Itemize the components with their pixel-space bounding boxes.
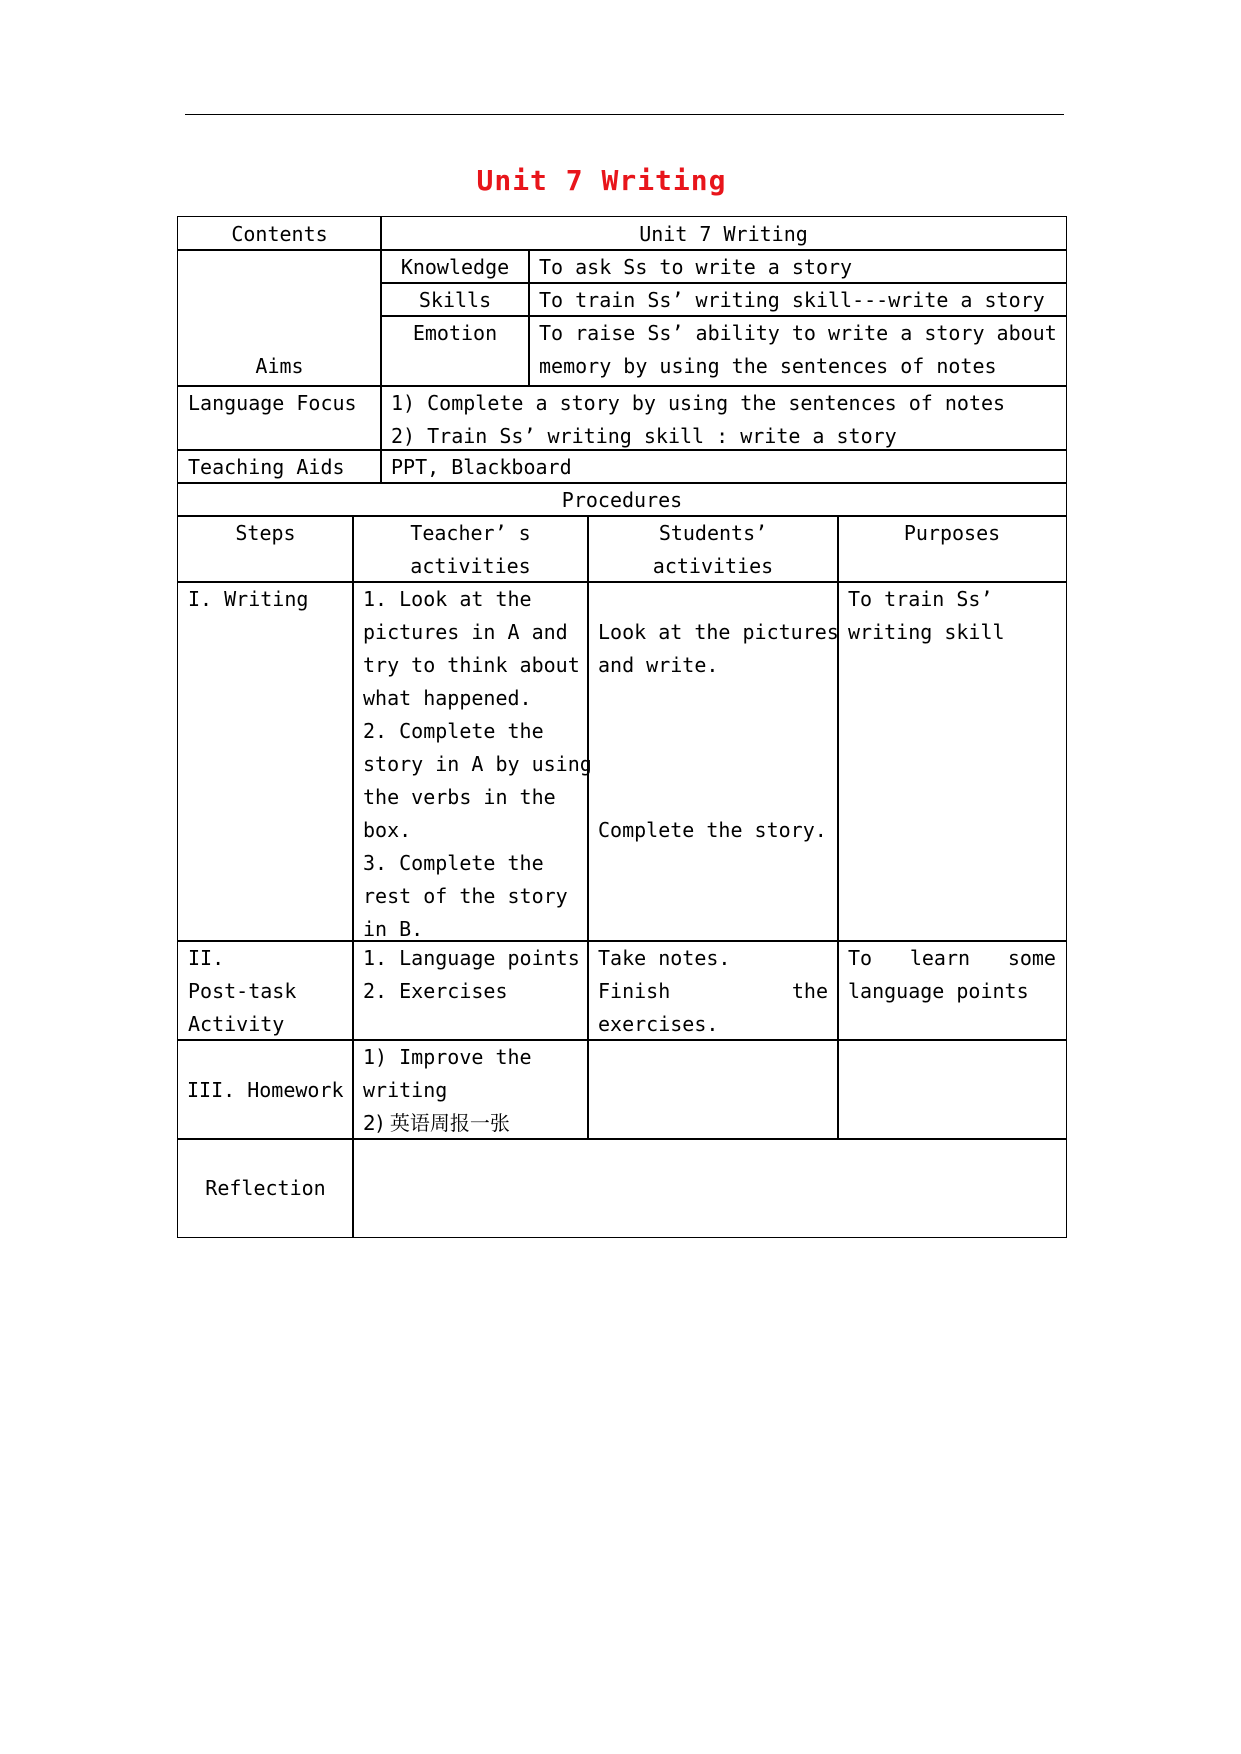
teacher-header-cell [352, 515, 589, 583]
writing-teacher-line: what happened. [363, 686, 532, 710]
students-header-line-1: Students’ [658, 521, 768, 545]
spacer [598, 781, 828, 814]
post-task-step-line-3: Activity [188, 1012, 285, 1036]
writing-purpose-line-2: writing skill [848, 620, 1005, 644]
purposes-header-cell [837, 515, 1067, 583]
teaching-aids-label: Teaching Aids [188, 455, 345, 479]
aims-label: Aims [255, 354, 304, 378]
header-rule [185, 114, 1064, 115]
homework-step-cell [177, 1039, 354, 1140]
writing-teacher-line: 2. Complete the [363, 719, 544, 743]
post-task-teacher-cell [352, 940, 589, 1041]
spacer [598, 748, 828, 781]
teacher-header-line-2: activities [410, 554, 531, 578]
writing-students-line-2: and write. [598, 653, 719, 677]
spacer [598, 583, 828, 616]
emotion-label-cell [380, 315, 530, 387]
skills-label-cell [380, 282, 530, 317]
post-task-purpose-line-2: language points [848, 979, 1029, 1003]
writing-teacher-line: 3. Complete the [363, 851, 544, 875]
reflection-label: Reflection [205, 1176, 326, 1200]
post-task-students-line-3: exercises. [598, 1012, 719, 1036]
writing-teacher-line: try to think about [363, 653, 580, 677]
knowledge-value-cell [528, 249, 1067, 284]
students-header-line-2: activities [652, 554, 774, 578]
emotion-value-cell [528, 315, 1067, 387]
post-task-purpose-line-1 [848, 942, 1056, 975]
spacer [598, 682, 828, 715]
homework-step: III. Homework [187, 1078, 344, 1102]
homework-teacher-line-1: 1) Improve the [363, 1045, 532, 1069]
writing-teacher-line: rest of the story [363, 884, 568, 908]
homework-students-cell [587, 1039, 839, 1140]
post-task-teacher-line-1: 1. Language points [363, 946, 580, 970]
teaching-aids-label-cell [177, 449, 382, 484]
language-focus-value-cell [380, 385, 1067, 451]
writing-students-line-1: Look at the pictures [598, 620, 839, 644]
writing-step-cell [177, 581, 354, 942]
post-task-students-word: Finish [598, 979, 671, 1003]
homework-purpose-cell [837, 1039, 1067, 1140]
knowledge-label-cell [380, 249, 530, 284]
reflection-label-cell [177, 1138, 354, 1238]
procedures-header-cell [177, 482, 1067, 517]
spacer [188, 1041, 343, 1074]
emotion-value-line-1: To raise Ss’ ability to write a story about [539, 321, 1057, 345]
homework-teacher-cell [352, 1039, 589, 1140]
post-task-students-line-1: Take notes. [598, 946, 731, 970]
teacher-header-line-1: Teacher’ s [410, 521, 531, 545]
post-task-step-line-2: Post-task [188, 979, 297, 1003]
emotion-value-line-2: memory by using the sentences of notes [539, 354, 997, 378]
aims-label-cell [177, 249, 382, 387]
writing-purpose-cell [837, 581, 1067, 942]
post-task-step-cell [177, 940, 354, 1041]
teaching-aids-value: PPT, Blackboard [391, 455, 572, 479]
writing-teacher-line: box. [363, 818, 412, 842]
writing-teacher-line: pictures in A and [363, 620, 568, 644]
steps-header: Steps [235, 521, 296, 545]
writing-teacher-line: in B. [363, 917, 424, 941]
reflection-value-cell [352, 1138, 1067, 1238]
contents-label: Contents [231, 222, 328, 246]
language-focus-label-cell [177, 385, 382, 451]
knowledge-value: To ask Ss to write a story [539, 255, 853, 279]
post-task-purpose-word: To [848, 946, 873, 970]
students-header-cell [587, 515, 839, 583]
writing-students-cell [587, 581, 839, 942]
skills-value: To train Ss’ writing skill---write a story [539, 288, 1045, 312]
writing-teacher-line: the verbs in the [363, 785, 556, 809]
language-focus-line-1: 1) Complete a story by using the sentences of notes [391, 391, 1006, 415]
contents-label-cell [177, 216, 382, 251]
post-task-purpose-word: learn [909, 946, 971, 970]
language-focus-label: Language Focus [188, 391, 357, 415]
writing-purpose-line-1: To train Ss’ [848, 587, 993, 611]
writing-step: I. Writing [188, 587, 309, 611]
writing-teacher-line: 1. Look at the [363, 587, 532, 611]
document-title: Unit 7 Writing [476, 164, 727, 197]
teaching-aids-value-cell [380, 449, 1067, 484]
writing-students-line-3: Complete the story. [598, 818, 827, 842]
skills-label: Skills [418, 288, 492, 312]
language-focus-line-2: 2) Train Ss’ writing skill : write a story [391, 424, 897, 448]
skills-value-cell [528, 282, 1067, 317]
spacer [598, 715, 828, 748]
writing-teacher-cell [352, 581, 592, 942]
contents-value: Unit 7 Writing [639, 222, 808, 246]
post-task-purpose-word: some [1007, 946, 1056, 970]
post-task-students-line-2 [598, 975, 828, 1008]
post-task-teacher-line-2: 2. Exercises [363, 979, 508, 1003]
steps-header-cell [177, 515, 354, 583]
homework-teacher-line-2: writing [363, 1078, 448, 1102]
knowledge-label: Knowledge [400, 255, 510, 279]
post-task-students-cell [587, 940, 839, 1041]
writing-teacher-line: story in A by using [363, 752, 592, 776]
emotion-label: Emotion [412, 321, 498, 345]
contents-value-cell [380, 216, 1067, 251]
purposes-header: Purposes [903, 521, 1001, 545]
post-task-purpose-cell [837, 940, 1067, 1041]
post-task-step-line-1: II. [188, 946, 225, 970]
homework-teacher-line-3: 2) 英语周报一张 [363, 1111, 510, 1135]
post-task-students-word: the [791, 979, 828, 1003]
procedures-label: Procedures [561, 488, 683, 512]
